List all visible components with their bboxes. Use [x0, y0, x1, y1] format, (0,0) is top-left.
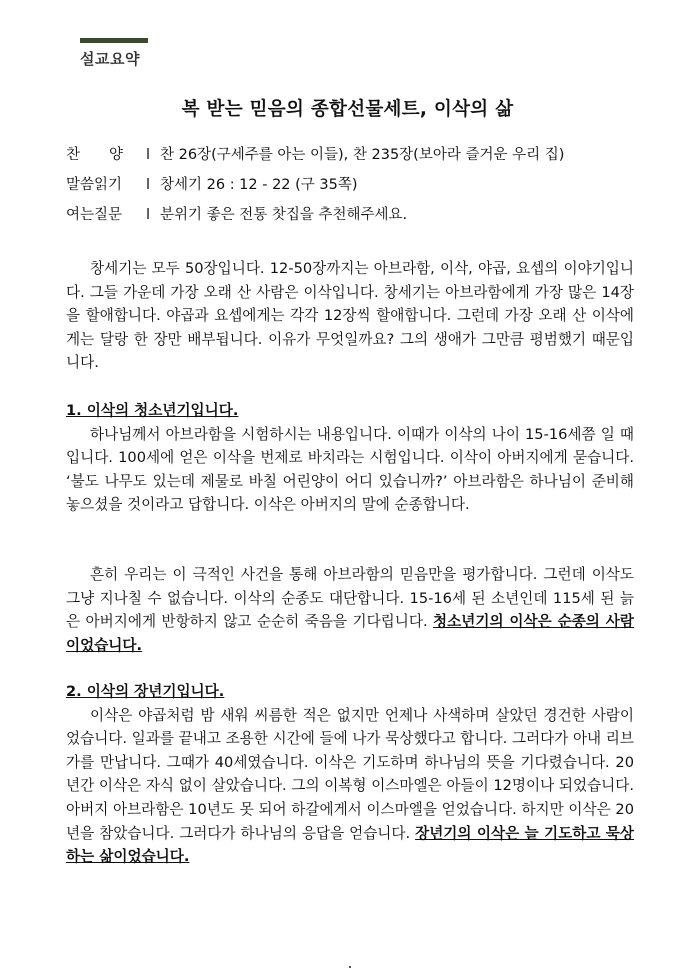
meta-reading — [66, 173, 358, 194]
section-2-heading: 2. 이삭의 장년기입니다. — [66, 683, 225, 700]
section-1-emphasis: 청소년기의 이삭은 순종의 사람이었습니다. — [66, 613, 634, 654]
section-1-heading: 1. 이삭의 청소년기입니다. — [66, 402, 239, 419]
meta-hymn-key: 찬 양 — [66, 147, 124, 163]
section-1-continued — [66, 563, 634, 657]
section-1-paragraph: 하나님께서 아브라함을 시험하시는 내용입니다. 이때가 이삭의 나이 15-16세쯤 일 때입니다. 100세에 얻은 이삭을 번제로 바치라는 시험입니다. 이삭이 아버지에게 묻습니다. ‘불도 나무도 있는데 제물로 바칠 어린양이 어디 있습니까?’ 아브라함은 하나님이 준비해 놓으셨을 것이라고 답합니다. 이삭은 아버지의 말에 순종합니다. — [66, 425, 634, 514]
section-2-emphasis: 장년기의 이삭은 늘 기도하고 묵상하는 삶이었습니다. — [66, 824, 634, 866]
meta-separator: l — [146, 147, 151, 163]
meta-opening-key: 여는질문 — [66, 207, 123, 223]
page-mark — [349, 966, 351, 968]
meta-hymn — [66, 143, 564, 164]
meta-opening-value: 분위기 좋은 전통 찻집을 추천해주세요. — [160, 207, 408, 223]
meta-separator: l — [146, 207, 151, 223]
section-2-paragraph — [66, 704, 634, 869]
section-2 — [66, 680, 634, 869]
section-1 — [66, 399, 634, 517]
meta-opening — [66, 203, 407, 224]
intro-paragraph: 창세기는 모두 50장입니다. 12-50장까지는 아브라함, 이삭, 야곱, 요셉의 이야기입니다. 그들 가운데 가장 오래 산 사람은 이삭입니다. 창세기는 아브라함에게 가장 많은 14장을 할애합니다. 야곱과 요셉에게는 각각 12장씩 할애합니다. 그런데 가장 오래 산 이삭에게는 달랑 한 장만 배부됩니다. 이유가 무엇일까요? 그의 생애가 그만큼 평범했기 때문입니다. — [66, 260, 634, 372]
section-1-paragraph-2: 흔히 우리는 이 극적인 사건을 통해 아브라함의 믿음만을 평가합니다. 그런데 이삭도 그냥 지나칠 수 없습니다. 이삭의 순종도 대단합니다. 15-16세 된 소년인데 115세 된 늙은 아버지에게 반항하지 않고 순순히 죽음을 기다립니다. — [66, 566, 634, 631]
meta-reading-value: 창세기 26 : 12 - 22 (구 35쪽) — [160, 177, 358, 193]
header-accent-bar — [80, 38, 148, 43]
section-2-text: 이삭은 야곱처럼 밤 새워 씨름한 적은 없지만 언제나 사색하며 살았던 경건한 사람이었습니다. 일과를 끝내고 조용한 시간에 들에 나가 묵상했다고 합니다. 그러다가 아내 리브가를 만납니다. 그때가 40세였습니다. 이삭은 기도하며 하나님의 뜻을 기다렸습니다. 20년간 이삭은 자식 없이 살았습니다. 그의 이복형 이스마엘은 아들이 12명이나 되었습니다. 아버지 아브라함은 10년도 못 되어 하갈에게서 이스마엘을 얻었습니다. 하지만 이삭은 20년을 참았습니다. 그러다가 하나님의 응답을 얻습니다. — [66, 706, 634, 842]
meta-separator: l — [146, 177, 151, 193]
meta-reading-key: 말씀읽기 — [66, 177, 123, 193]
section-label: 설교요약 — [80, 50, 140, 68]
page-title: 복 받는 믿음의 종합선물세트, 이삭의 삶 — [181, 99, 514, 120]
meta-hymn-value: 찬 26장(구세주를 아는 이들), 찬 235장(보아라 즐거운 우리 집) — [160, 147, 565, 163]
